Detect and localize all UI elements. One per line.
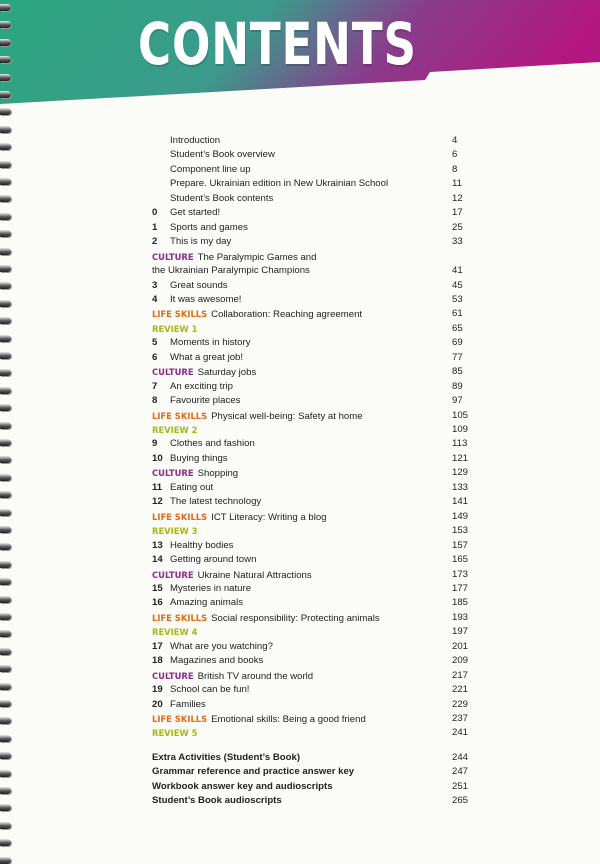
toc-page-number: 251 (452, 780, 469, 792)
toc-page-number: 12 (452, 192, 463, 204)
spiral-coil (0, 265, 11, 272)
toc-section-row[interactable] (152, 423, 482, 437)
toc-entry-label: It was awesome! (170, 293, 242, 305)
toc-entry-label: Student’s Book audioscripts (152, 795, 282, 807)
toc-page-number: 149 (452, 510, 469, 522)
unit-number: 1 (152, 221, 158, 233)
toc-section-line (152, 726, 201, 741)
toc-entry-label: Introduction (170, 135, 221, 146)
toc-page-number: 17 (452, 207, 463, 219)
toc-entry-label: Prepare. Ukrainian edition in New Ukrainian School (170, 178, 389, 190)
toc-entry-label: Social responsibility: Protecting animals (211, 612, 380, 624)
toc-section-row[interactable] (152, 625, 482, 639)
toc-page-number: 217 (452, 669, 469, 681)
spiral-coil (0, 474, 11, 481)
toc-entry-label: Workbook answer key and audioscripts (152, 780, 333, 792)
toc-page-number: 221 (452, 684, 469, 696)
spiral-coil (0, 369, 11, 376)
toc-page-number: 6 (452, 149, 458, 161)
toc-section-row[interactable] (152, 510, 482, 524)
section-tag: CULTURE (152, 367, 194, 378)
toc-extra-row[interactable] (152, 765, 482, 779)
spiral-coil (0, 857, 11, 864)
toc-page-number: 193 (452, 611, 469, 623)
toc-unit-row[interactable] (152, 351, 482, 365)
toc-page-number: 197 (452, 626, 469, 638)
toc-section-row[interactable] (152, 250, 482, 264)
toc-page-number: 41 (452, 265, 463, 277)
spiral-coil (0, 578, 11, 585)
toc-entry-label: Great sounds (170, 279, 228, 291)
toc-page-number: 237 (452, 713, 469, 724)
toc-entry-label: Emotional skills: Being a good friend (211, 714, 366, 725)
toc-entry-label: Favourite places (170, 395, 241, 407)
toc-unit-row[interactable] (152, 640, 482, 654)
toc-page-number: 173 (452, 568, 469, 580)
toc-unit-row[interactable] (152, 206, 482, 220)
toc-entry-label: Sports and games (170, 221, 248, 233)
spiral-coil (0, 822, 11, 829)
toc-section-row[interactable] (152, 307, 482, 321)
unit-number: 15 (152, 582, 163, 594)
spiral-coil (0, 735, 11, 742)
toc-section-row[interactable] (152, 365, 482, 379)
toc-unit-row[interactable] (152, 221, 482, 235)
spiral-coil (0, 282, 11, 289)
toc-entry-label: The Paralympic Games and (197, 251, 317, 263)
spiral-coil (0, 56, 11, 63)
spiral-coil (0, 630, 11, 637)
toc-extra-row[interactable] (152, 751, 482, 765)
toc-page-number: 121 (452, 452, 469, 464)
toc-entry-label: British TV around the world (197, 670, 314, 682)
toc-section-line (152, 322, 201, 337)
spiral-coil (0, 161, 11, 168)
toc-section-line (152, 409, 363, 424)
section-tag: LIFE SKILLS (152, 612, 208, 623)
section-tag: REVIEW 5 (152, 728, 198, 739)
unit-number: 12 (152, 496, 163, 508)
toc-entry-label: The latest technology (170, 496, 262, 508)
toc-page-number: 97 (452, 395, 463, 407)
unit-number: 11 (152, 481, 163, 493)
spiral-coil (0, 439, 11, 446)
toc-entry-label: Mysteries in nature (170, 582, 252, 594)
toc-entry-label: What are you watching? (170, 640, 273, 652)
unit-number: 13 (152, 539, 163, 551)
unit-number: 3 (152, 279, 158, 291)
toc-section-line (152, 365, 256, 380)
toc-page-number: 165 (452, 554, 469, 566)
toc-page-number: 4 (452, 135, 458, 146)
section-tag: REVIEW 4 (152, 627, 198, 638)
toc-intro-row[interactable] (152, 177, 482, 191)
toc-page-number: 244 (452, 752, 469, 763)
spiral-coil (0, 178, 11, 185)
spiral-coil (0, 143, 11, 150)
toc-page-number: 133 (452, 481, 469, 493)
toc-entry-label: Collaboration: Reaching agreement (211, 309, 363, 321)
unit-number: 8 (152, 395, 158, 407)
toc-entry-label: Shopping (197, 468, 239, 480)
spiral-coil (0, 300, 11, 307)
toc-section-row[interactable] (152, 322, 482, 336)
toc-continuation-row[interactable] (152, 264, 482, 278)
unit-number: 7 (152, 380, 158, 392)
toc-unit-row[interactable] (152, 582, 482, 596)
toc-unit-row[interactable] (152, 481, 482, 495)
section-tag: LIFE SKILLS (152, 714, 208, 724)
toc-page-number: 141 (452, 496, 469, 508)
toc-unit-row[interactable] (152, 437, 482, 451)
unit-number: 16 (152, 597, 163, 609)
toc-entry-label: Moments in history (170, 337, 251, 349)
section-tag: REVIEW 2 (152, 425, 198, 435)
unit-number: 18 (152, 655, 163, 667)
toc-unit-row[interactable] (152, 235, 482, 249)
toc-entry-label: Healthy bodies (170, 539, 234, 551)
spiral-coil (0, 648, 11, 655)
toc-page-number: 177 (452, 582, 469, 594)
spiral-binding (0, 0, 16, 861)
page-title: CONTENTS (138, 10, 417, 78)
unit-number: 17 (152, 640, 163, 652)
spiral-coil (0, 39, 11, 46)
unit-number: 14 (152, 554, 163, 566)
toc-extra-row[interactable] (152, 794, 482, 808)
toc-intro-row[interactable] (152, 148, 482, 162)
toc-page-number: 185 (452, 597, 469, 609)
toc-unit-row[interactable] (152, 553, 482, 567)
toc-entry-label: Ukraine Natural Attractions (197, 569, 312, 581)
toc-page-number: 105 (452, 409, 469, 421)
toc-page-number: 53 (452, 293, 463, 305)
toc-page-number: 201 (452, 640, 469, 652)
toc-page-number: 11 (452, 178, 462, 190)
toc-section-line (152, 669, 313, 684)
toc-section-line (152, 250, 316, 265)
toc-unit-row[interactable] (152, 336, 482, 350)
toc-section-line (152, 423, 201, 438)
toc-entry-label: Student’s Book overview (170, 149, 275, 161)
spiral-coil (0, 561, 11, 568)
spiral-coil (0, 317, 11, 324)
toc-section-line (152, 510, 327, 525)
spiral-coil (0, 404, 11, 411)
toc-unit-row[interactable] (152, 380, 482, 394)
toc-page-number: 85 (452, 366, 463, 378)
toc-page-number: 209 (452, 655, 469, 667)
toc-entry-label: the Ukrainian Paralympic Champions (152, 265, 310, 277)
unit-number: 2 (152, 236, 158, 248)
section-tag: CULTURE (152, 251, 194, 262)
toc-unit-row[interactable] (152, 495, 482, 509)
unit-number: 20 (152, 698, 163, 710)
toc-entry-label: Student’s Book contents (170, 192, 274, 204)
toc-page-number: 65 (452, 322, 463, 334)
toc-unit-row[interactable] (152, 683, 482, 697)
section-tag: LIFE SKILLS (152, 511, 208, 522)
toc-page-number: 229 (452, 698, 469, 710)
spiral-coil (0, 839, 11, 846)
spiral-coil (0, 91, 11, 98)
spiral-coil (0, 248, 11, 255)
section-tag: REVIEW 1 (152, 323, 198, 334)
toc-unit-row[interactable] (152, 394, 482, 408)
toc-section-line (152, 611, 380, 626)
section-tag: LIFE SKILLS (152, 309, 208, 320)
toc-section-line (152, 307, 362, 322)
spiral-coil (0, 108, 11, 115)
toc-unit-row[interactable] (152, 279, 482, 293)
toc-entry-label: Physical well-being: Safety at home (211, 410, 363, 422)
toc-entry-label: Amazing animals (170, 597, 244, 609)
spiral-coil (0, 752, 11, 759)
toc-entry-label: ICT Literacy: Writing a blog (211, 511, 327, 523)
spiral-coil (0, 21, 11, 28)
toc-unit-row[interactable] (152, 654, 482, 668)
spiral-coil (0, 770, 11, 777)
toc-page-number: 89 (452, 380, 463, 392)
toc-page-number: 157 (452, 539, 469, 551)
contents-header (0, 0, 600, 110)
spiral-coil (0, 352, 11, 359)
spiral-coil (0, 74, 11, 81)
unit-number: 4 (152, 293, 158, 305)
toc-page-number: 8 (452, 163, 458, 175)
unit-number: 19 (152, 684, 163, 696)
toc-intro-row[interactable] (152, 192, 482, 206)
toc-page-number: 25 (452, 221, 463, 233)
toc-entry-label: Grammar reference and practice answer key (152, 766, 355, 778)
toc-page-number: 45 (452, 279, 463, 291)
toc-unit-row[interactable] (152, 596, 482, 610)
unit-number: 6 (152, 351, 158, 363)
toc-page-number: 129 (452, 467, 469, 479)
spiral-coil (0, 213, 11, 220)
toc-unit-row[interactable] (152, 539, 482, 553)
toc-section-line (152, 568, 312, 583)
toc-section-row[interactable] (152, 568, 482, 582)
toc-entry-label: Buying things (170, 452, 228, 464)
toc-section-line (152, 466, 238, 481)
toc-unit-row[interactable] (152, 452, 482, 466)
section-tag: LIFE SKILLS (152, 410, 208, 421)
spiral-coil (0, 126, 11, 133)
spiral-coil (0, 422, 11, 429)
toc-entry-label: What a great job! (170, 351, 244, 363)
toc-section-row[interactable] (152, 524, 482, 538)
spiral-coil (0, 665, 11, 672)
toc-entry-label: Magazines and books (170, 655, 264, 667)
toc-page-number: 61 (452, 308, 463, 320)
section-tag: CULTURE (152, 670, 194, 681)
toc-unit-row[interactable] (152, 293, 482, 307)
toc-section-row[interactable] (152, 669, 482, 683)
toc-section-row[interactable] (152, 409, 482, 423)
toc-intro-row[interactable] (152, 134, 482, 148)
section-tag: REVIEW 3 (152, 526, 198, 537)
toc-entry-label: School can be fun! (170, 684, 250, 696)
toc-entry-label: An exciting trip (170, 380, 233, 392)
spiral-coil (0, 456, 11, 463)
toc-section-line (152, 625, 201, 640)
spiral-coil (0, 596, 11, 603)
unit-number: 5 (152, 337, 158, 349)
toc-section-line (152, 524, 201, 539)
spiral-coil (0, 4, 11, 11)
toc-unit-row[interactable] (152, 698, 482, 712)
spiral-coil (0, 683, 11, 690)
toc-entry-label: Getting around town (170, 554, 257, 566)
toc-extra-row[interactable] (152, 780, 482, 794)
spiral-coil (0, 700, 11, 707)
toc-section-row[interactable] (152, 712, 482, 726)
spiral-coil (0, 509, 11, 516)
unit-number: 9 (152, 438, 158, 450)
toc-entry-label: Saturday jobs (197, 367, 257, 379)
toc-page-number: 265 (452, 795, 469, 807)
unit-number: 0 (152, 207, 158, 219)
spiral-coil (0, 613, 11, 620)
spiral-coil (0, 526, 11, 533)
spiral-coil (0, 230, 11, 237)
toc-entry-label: Families (170, 698, 206, 710)
toc-entry-label: Component line up (170, 163, 251, 175)
spiral-coil (0, 335, 11, 342)
toc-intro-row[interactable] (152, 163, 482, 177)
toc-section-row[interactable] (152, 466, 482, 480)
toc-section-row[interactable] (152, 726, 482, 740)
toc-page-number: 241 (452, 727, 469, 739)
toc-page-number: 153 (452, 525, 469, 537)
toc-entry-label: This is my day (170, 236, 232, 248)
toc-page-number: 109 (452, 424, 469, 435)
toc-entry-label: Clothes and fashion (170, 438, 255, 450)
section-tag: CULTURE (152, 569, 194, 580)
spiral-coil (0, 804, 11, 811)
toc-section-row[interactable] (152, 611, 482, 625)
toc-section-line (152, 712, 366, 727)
toc-entry-label: Get started! (170, 207, 221, 219)
toc-page-number: 33 (452, 236, 463, 248)
spiral-coil (0, 195, 11, 202)
spiral-coil (0, 787, 11, 794)
toc-page-number: 113 (452, 438, 468, 450)
toc-page-number: 69 (452, 337, 463, 349)
toc-page-number: 247 (452, 766, 469, 778)
toc-page-number: 77 (452, 351, 463, 363)
spiral-coil (0, 387, 11, 394)
section-tag: CULTURE (152, 468, 194, 479)
toc-entry-label: Extra Activities (Student’s Book) (152, 752, 301, 763)
toc-entry-label: Eating out (170, 481, 214, 493)
spiral-coil (0, 543, 11, 550)
unit-number: 10 (152, 452, 163, 464)
spiral-coil (0, 491, 11, 498)
spiral-coil (0, 717, 11, 724)
